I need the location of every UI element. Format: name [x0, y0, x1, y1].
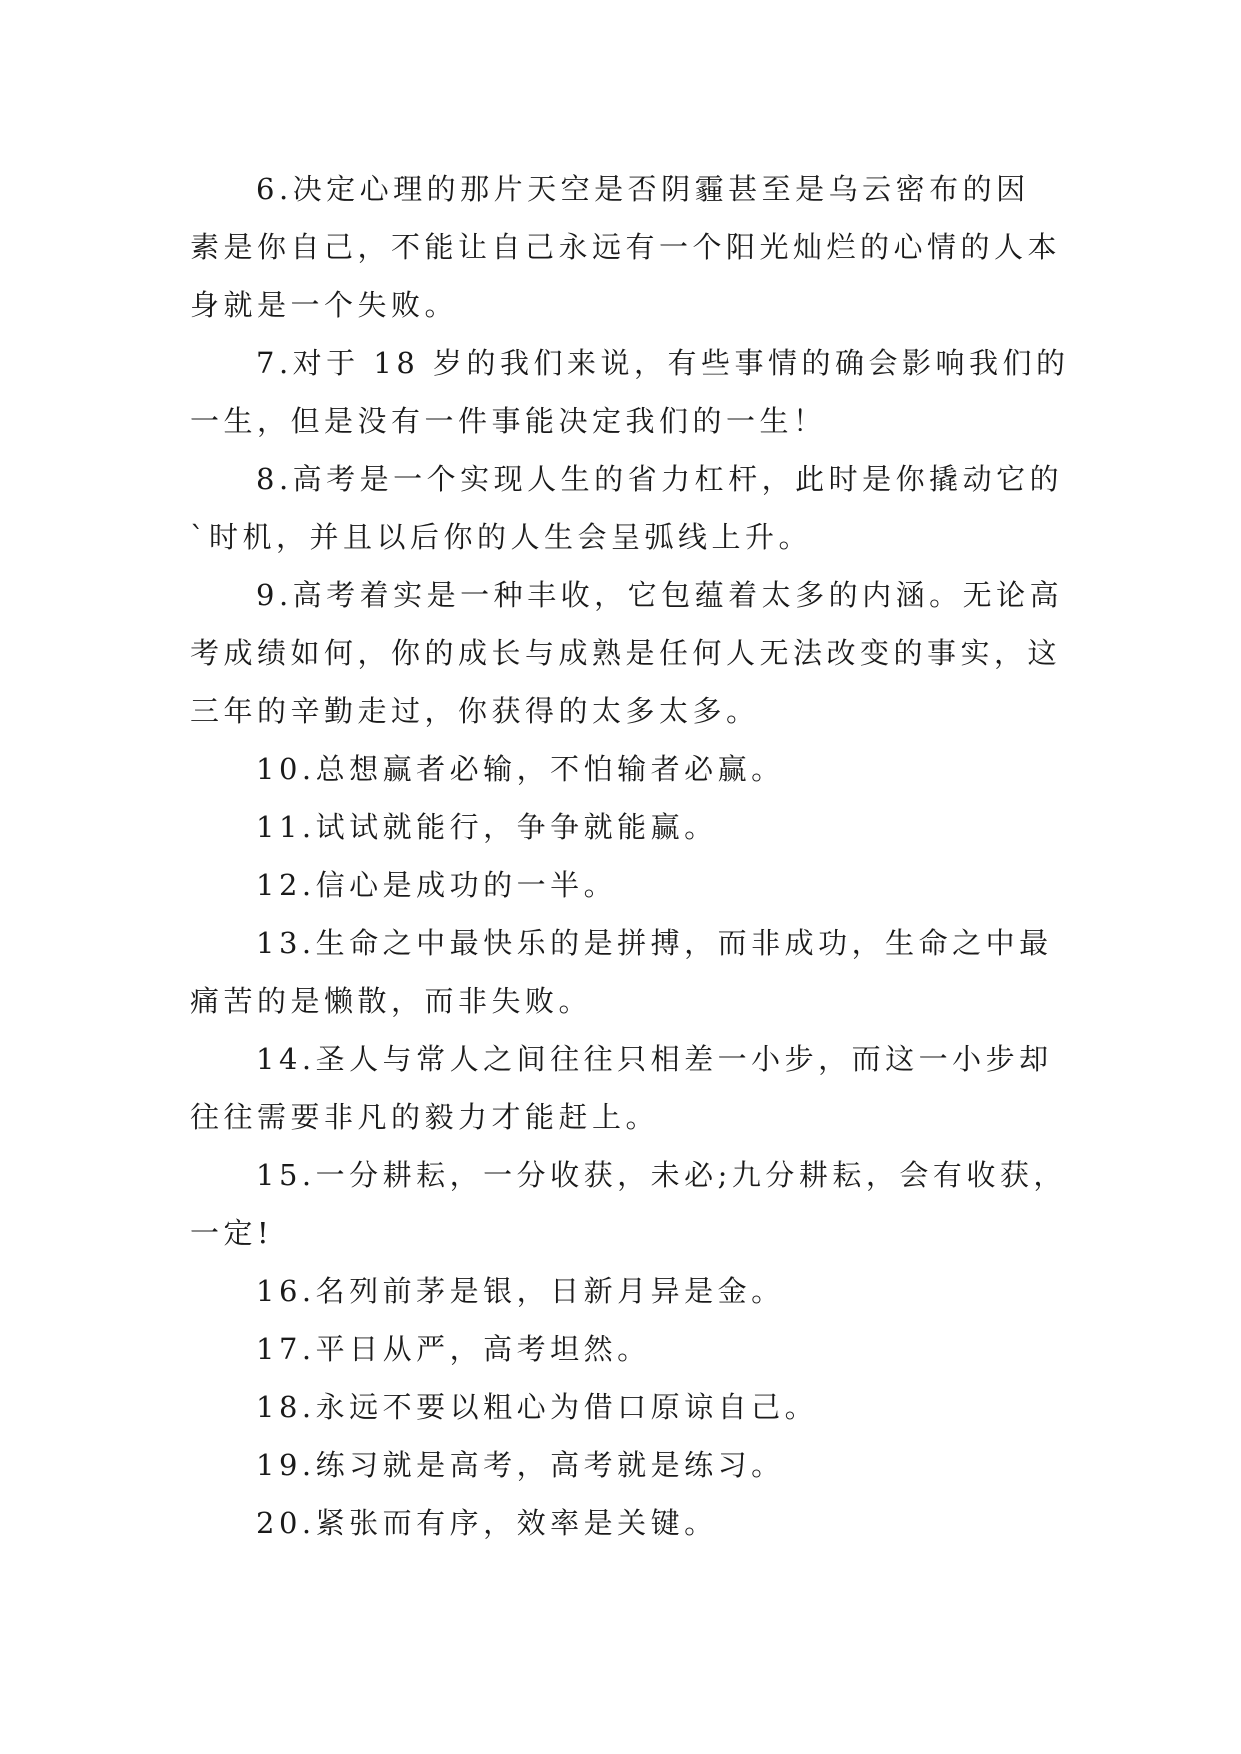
- paragraph-line: 痛苦的是懒散，而非失败。: [190, 984, 593, 1018]
- item-number: 7.: [256, 346, 293, 380]
- paragraph-line: 考成绩如何，你的成长与成熟是任何人无法改变的事实，这: [190, 636, 1062, 670]
- list-item: [190, 566, 1064, 740]
- item-text: 试试就能行，争争就能赢。: [315, 810, 718, 844]
- list-item: [190, 1030, 1060, 1146]
- item-text: 紧张而有序，效率是关键。: [315, 1506, 718, 1540]
- item-number: 6.: [256, 172, 293, 206]
- list-item: [190, 914, 1060, 1030]
- paragraph-line: 三年的辛勤走过，你获得的太多太多。: [190, 694, 760, 728]
- item-number: 20.: [256, 1506, 316, 1540]
- paragraph-line: [190, 1378, 1060, 1436]
- paragraph-line: 身就是一个失败。: [190, 288, 459, 322]
- item-text: 决定心理的那片天空是否阴霾甚至是乌云密布的因: [292, 172, 1030, 206]
- item-text: 一分耕耘，一分收获，未必;九分耕耘，会有收获，: [315, 1158, 1067, 1192]
- item-number: 14.: [256, 1042, 316, 1076]
- list-item: [190, 1494, 1060, 1552]
- paragraph-line: [190, 334, 1070, 392]
- item-text: 平日从严，高考坦然。: [315, 1332, 651, 1366]
- item-number: 18.: [256, 1390, 316, 1424]
- list-item: [190, 856, 1060, 914]
- paragraph-line: 素是你自己，不能让自己永远有一个阳光灿烂的心情的人本: [190, 230, 1062, 264]
- item-number: 16.: [256, 1274, 316, 1308]
- list-item: [190, 1262, 1060, 1320]
- document-body: [190, 160, 1070, 1552]
- item-text: 总想赢者必输，不怕输者必赢。: [315, 752, 785, 786]
- item-text: 高考着实是一种丰收，它包蕴着太多的内涵。无论高: [292, 578, 1064, 612]
- paragraph-line: [190, 1262, 1060, 1320]
- item-number: 10.: [256, 752, 316, 786]
- paragraph-line: 往往需要非凡的毅力才能赶上。: [190, 1100, 660, 1134]
- list-item: [190, 1436, 1060, 1494]
- paragraph-line: [190, 1030, 1060, 1088]
- list-item: [190, 334, 1070, 450]
- list-item: [190, 450, 1064, 566]
- paragraph-line: [190, 798, 1060, 856]
- item-number: 15.: [256, 1158, 316, 1192]
- item-text: 高考是一个实现人生的省力杠杆，此时是你撬动它的: [292, 462, 1064, 496]
- item-number: 8.: [256, 462, 293, 496]
- list-item: [190, 160, 1060, 334]
- paragraph-line: [190, 914, 1060, 972]
- paragraph-line: [190, 566, 1064, 624]
- item-number: 11.: [256, 810, 316, 844]
- paragraph-line: 一生，但是没有一件事能决定我们的一生！: [190, 404, 827, 438]
- item-text: 名列前茅是银，日新月异是金。: [315, 1274, 785, 1308]
- item-text: 对于 18 岁的我们来说，有些事情的确会影响我们的: [292, 346, 1070, 380]
- item-text: 信心是成功的一半。: [315, 868, 618, 902]
- paragraph-line: [190, 450, 1064, 508]
- list-item: [190, 1320, 1060, 1378]
- list-item: [190, 740, 1060, 798]
- paragraph-line: [190, 1320, 1060, 1378]
- item-number: 19.: [256, 1448, 316, 1482]
- item-text: 永远不要以粗心为借口原谅自己。: [315, 1390, 819, 1424]
- paragraph-line: [190, 1436, 1060, 1494]
- paragraph-line: [190, 1146, 1067, 1204]
- item-text: 生命之中最快乐的是拼搏，而非成功，生命之中最: [315, 926, 1053, 960]
- paragraph-line: [190, 856, 1060, 914]
- item-text: 圣人与常人之间往往只相差一小步，而这一小步却: [315, 1042, 1053, 1076]
- item-number: 17.: [256, 1332, 316, 1366]
- paragraph-line: [190, 160, 1060, 218]
- paragraph-line: 一定!: [190, 1216, 274, 1250]
- paragraph-line: [190, 1494, 1060, 1552]
- item-number: 13.: [256, 926, 316, 960]
- item-number: 9.: [256, 578, 293, 612]
- paragraph-line: [190, 740, 1060, 798]
- paragraph-line: `时机，并且以后你的人生会呈弧线上升。: [190, 520, 813, 554]
- item-number: 12.: [256, 868, 316, 902]
- list-item: [190, 1378, 1060, 1436]
- item-text: 练习就是高考，高考就是练习。: [315, 1448, 785, 1482]
- list-item: [190, 798, 1060, 856]
- list-item: [190, 1146, 1067, 1262]
